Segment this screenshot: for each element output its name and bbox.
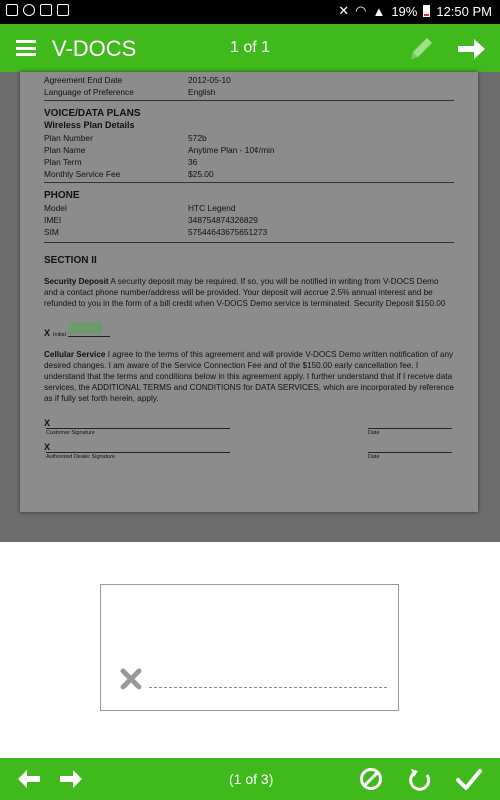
redo-refresh-icon[interactable] <box>407 767 433 791</box>
section-two-heading: SECTION II <box>44 255 97 266</box>
sign-here-x-icon <box>119 667 143 691</box>
previous-arrow-icon[interactable] <box>16 767 42 791</box>
signature-pane <box>0 542 500 758</box>
sync-notification-icon <box>23 4 35 16</box>
wifi-icon: ◠ <box>355 3 367 18</box>
row-plan-number: Plan Number 572b <box>44 133 207 143</box>
document-viewer[interactable] <box>0 72 500 542</box>
dealer-date-label: Date <box>368 454 380 460</box>
row-agreement-end: Agreement End Date 2012-05-10 <box>44 75 231 85</box>
initial-x-mark: X <box>44 328 51 338</box>
dealer-signature-line[interactable] <box>46 452 230 453</box>
app-bar <box>0 24 500 72</box>
dealer-x-mark: X <box>44 442 51 452</box>
battery-icon <box>423 5 430 17</box>
row-model: Model HTC Legend <box>44 203 236 213</box>
wireless-plan-subheading: Wireless Plan Details <box>44 120 135 130</box>
clear-cancel-icon[interactable] <box>358 767 384 791</box>
signature-baseline <box>149 687 387 688</box>
customer-x-mark: X <box>44 418 51 428</box>
dealer-signature-label: Authorized Dealer Signature <box>46 454 116 460</box>
app-title: V-DOCS <box>52 36 137 61</box>
signature-canvas[interactable] <box>100 584 399 711</box>
forward-arrow-icon[interactable] <box>456 36 486 62</box>
row-plan-term: Plan Term 36 <box>44 157 198 167</box>
clock: 12:50 PM <box>436 3 492 19</box>
initial-signature-field[interactable] <box>68 322 102 334</box>
menu-icon[interactable] <box>16 40 36 56</box>
notification-icons <box>6 4 69 16</box>
page-counter: 1 of 1 <box>230 39 271 56</box>
clipboard-notification-icon <box>57 4 69 16</box>
accept-check-icon[interactable] <box>456 767 482 791</box>
phone-heading: PHONE <box>44 190 80 201</box>
row-monthly-fee: Monthly Service Fee $25.00 <box>44 169 214 179</box>
row-language: Language of Preference English <box>44 87 216 97</box>
mute-icon: ✕ <box>338 3 350 18</box>
next-arrow-icon[interactable] <box>58 767 84 791</box>
row-plan-name: Plan Name Anytime Plan - 10¢/min <box>44 145 275 155</box>
signal-icon: ▲ <box>372 3 386 19</box>
bottom-toolbar <box>0 758 500 800</box>
customer-signature-label: Customer Signature <box>46 430 95 436</box>
customer-date-label: Date <box>368 430 380 436</box>
row-sim: SIM 57544643675651273 <box>44 227 268 237</box>
gallery-notification-icon <box>40 4 52 16</box>
dealer-date-line[interactable] <box>368 452 452 453</box>
battery-percent: 19% <box>391 3 418 19</box>
document-notification-icon <box>6 4 18 16</box>
voice-plans-heading: VOICE/DATA PLANS <box>44 108 141 119</box>
security-deposit-paragraph: Security Deposit A security deposit may be required. If so, you will be notified in writing from V-DOCS Demo and a contact phone number/address will be provided. Your deposit will accrue 2.5% annual interest and be refunded to you in the form of a bill credit when V-DOCS Demo service is terminated. Security Deposit $150.00 <box>44 277 446 308</box>
row-imei: IMEI 348754874326829 <box>44 215 258 225</box>
customer-date-line[interactable] <box>368 428 452 429</box>
edit-pencil-icon[interactable] <box>406 34 436 64</box>
signature-pager: (1 of 3) <box>229 771 274 787</box>
customer-signature-line[interactable] <box>46 428 230 429</box>
status-bar <box>0 0 500 24</box>
initial-label: Initial <box>53 332 66 338</box>
cellular-service-paragraph: Cellular Service I agree to the terms of this agreement and will provide V-DOCS Demo written notification of any desired changes. I am aware of the Service Connection Fee and of the $150.00 early cancellation fee. I understand that the terms and conditions below in this agreement apply. I further understand that if I receive data services, the ADDITIONAL TERMS and CONDITIONS for DATA SERVICES, which are incorporated by reference as if fully set forth herein, apply. <box>44 350 454 403</box>
document-page <box>20 72 478 512</box>
